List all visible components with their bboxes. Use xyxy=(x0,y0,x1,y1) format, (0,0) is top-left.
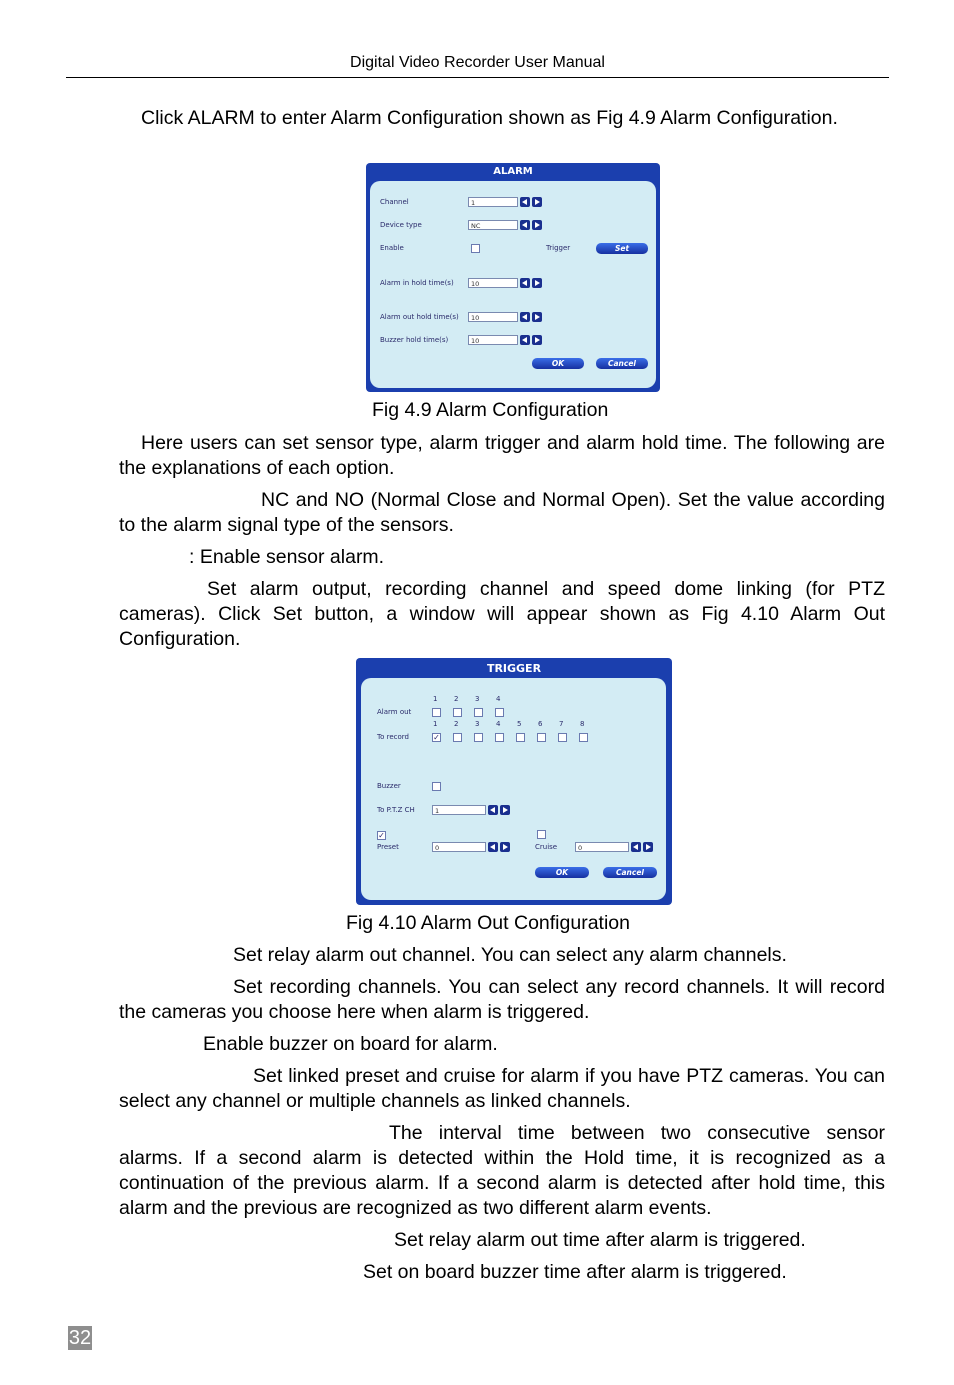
alarm-in-prev-icon xyxy=(520,278,530,288)
alarm-out-next-icon xyxy=(532,312,542,322)
cruise-field: 0 xyxy=(575,842,629,852)
fig1-caption: Fig 4.9 Alarm Configuration xyxy=(372,399,609,421)
alarm-out-hold-field: 10 xyxy=(468,312,518,322)
alarm-in-next-icon xyxy=(532,278,542,288)
to-record-checkbox xyxy=(453,733,462,742)
alarm-out-hold-label: Alarm out hold time(s) xyxy=(380,313,459,321)
device-type-field: NC xyxy=(468,220,518,230)
buzzer-next-icon xyxy=(532,335,542,345)
alarm-in-hold-label: Alarm in hold time(s) xyxy=(380,279,454,287)
cruise-checkbox xyxy=(537,830,546,839)
ptz-prev-icon xyxy=(488,805,498,815)
ok-button: OK xyxy=(532,358,584,369)
buzzer-paragraph: Enable buzzer on board for alarm. xyxy=(203,1033,498,1055)
enable-paragraph: : Enable sensor alarm. xyxy=(189,546,385,568)
to-record-checkbox xyxy=(579,733,588,742)
alarm-out-checkbox xyxy=(453,708,462,717)
hold-out-paragraph: Set relay alarm out time after alarm is triggered. xyxy=(394,1229,806,1251)
trigger-dialog-screenshot xyxy=(356,658,672,905)
to-record-num: 7 xyxy=(559,720,564,728)
alarm-out-num: 2 xyxy=(454,695,459,703)
hold-buzzer-paragraph: Set on board buzzer time after alarm is triggered. xyxy=(363,1261,787,1283)
alarm-dialog-title: ALARM xyxy=(493,166,533,177)
alarm-dialog-body xyxy=(370,181,656,388)
to-record-num: 6 xyxy=(538,720,543,728)
trigger-dialog-title: TRIGGER xyxy=(486,662,542,675)
preset-label: Preset xyxy=(377,843,399,851)
to-record-label: To record xyxy=(377,733,409,741)
page-header: Digital Video Recorder User Manual xyxy=(350,54,605,71)
to-record-num: 5 xyxy=(517,720,522,728)
preset-next-icon xyxy=(500,842,510,852)
to-record-num: 1 xyxy=(433,720,438,728)
to-record-num: 4 xyxy=(496,720,501,728)
trigger-dialog-body xyxy=(361,678,666,900)
device-type-paragraph: NC and NO (Normal Close and Normal Open). Set the value according to the alarm signal type of the sensors. xyxy=(119,489,885,536)
alarm-out-checkbox xyxy=(495,708,504,717)
device-type-next-icon xyxy=(532,220,542,230)
cancel-button: Cancel xyxy=(596,358,648,369)
to-record-checkbox-checked: ✓ xyxy=(433,733,440,742)
ptz-field: 1 xyxy=(432,805,486,815)
to-record-num: 2 xyxy=(454,720,459,728)
device-type-prev-icon xyxy=(520,220,530,230)
cruise-prev-icon xyxy=(631,842,641,852)
cruise-label: Cruise xyxy=(535,843,558,851)
to-record-checkbox xyxy=(474,733,483,742)
to-record-checkbox xyxy=(516,733,525,742)
ptz-paragraph: Set linked preset and cruise for alarm if you have PTZ cameras. You can select any channel or multiple channels as linked channels. xyxy=(119,1065,885,1112)
cancel-button: Cancel xyxy=(603,867,657,878)
alarm-out-paragraph: Set relay alarm out channel. You can select any alarm channels. xyxy=(233,944,787,966)
buzzer-prev-icon xyxy=(520,335,530,345)
buzzer-checkbox xyxy=(432,782,441,791)
buzzer-hold-field: 10 xyxy=(468,335,518,345)
alarm-out-checkbox xyxy=(432,708,441,717)
alarm-dialog-screenshot xyxy=(366,163,660,392)
channel-prev-icon xyxy=(520,197,530,207)
enable-checkbox xyxy=(471,244,480,253)
to-record-num: 3 xyxy=(475,720,480,728)
to-record-checkbox xyxy=(558,733,567,742)
alarm-out-label: Alarm out xyxy=(377,708,412,716)
ok-button: OK xyxy=(535,867,589,878)
alarm-in-hold-field: 10 xyxy=(468,278,518,288)
to-record-checkbox xyxy=(495,733,504,742)
to-record-checkbox xyxy=(537,733,546,742)
set-button: Set xyxy=(596,243,648,254)
alarm-out-num: 1 xyxy=(433,695,438,703)
enable-label: Enable xyxy=(380,244,404,252)
alarm-out-prev-icon xyxy=(520,312,530,322)
preset-prev-icon xyxy=(488,842,498,852)
hold-in-paragraph: The interval time between two consecutive sensor alarms. If a second alarm is detected within the Hold time, it is recognized as a continuation of the previous alarm. If a second alarm is detected after hold time, this alarm and the previous are recognized as two different alarm events. xyxy=(119,1122,885,1219)
channel-label: Channel xyxy=(380,198,409,206)
page-number: 32 xyxy=(68,1327,92,1349)
to-record-num: 8 xyxy=(580,720,585,728)
channel-field: 1 xyxy=(468,197,518,207)
alarm-out-num: 4 xyxy=(496,695,501,703)
device-type-label: Device type xyxy=(380,221,422,229)
channel-next-icon xyxy=(532,197,542,207)
fig2-caption: Fig 4.10 Alarm Out Configuration xyxy=(346,912,630,934)
alarm-out-checkbox xyxy=(474,708,483,717)
preset-field: 0 xyxy=(432,842,486,852)
explain-paragraph: Here users can set sensor type, alarm trigger and alarm hold time. The following are the explanations of each option. xyxy=(119,432,885,479)
trigger-paragraph: Set alarm output, recording channel and speed dome linking (for PTZ cameras). Click Set button, a window will appear shown as Fig 4.10 Alarm Out Configuration. xyxy=(119,578,885,650)
ptz-next-icon xyxy=(500,805,510,815)
record-paragraph: Set recording channels. You can select any record channels. It will record the cameras you choose here when alarm is triggered. xyxy=(119,976,885,1023)
preset-checkbox-checked: ✓ xyxy=(378,831,385,840)
cruise-next-icon xyxy=(643,842,653,852)
intro-paragraph: Click ALARM to enter Alarm Configuration shown as Fig 4.9 Alarm Configuration. xyxy=(141,107,838,129)
trigger-label: Trigger xyxy=(546,244,571,252)
buzzer-label: Buzzer xyxy=(377,782,401,790)
header-rule xyxy=(66,77,889,78)
buzzer-hold-label: Buzzer hold time(s) xyxy=(380,336,449,344)
ptz-label: To P.T.Z CH xyxy=(377,806,415,814)
alarm-out-num: 3 xyxy=(475,695,480,703)
